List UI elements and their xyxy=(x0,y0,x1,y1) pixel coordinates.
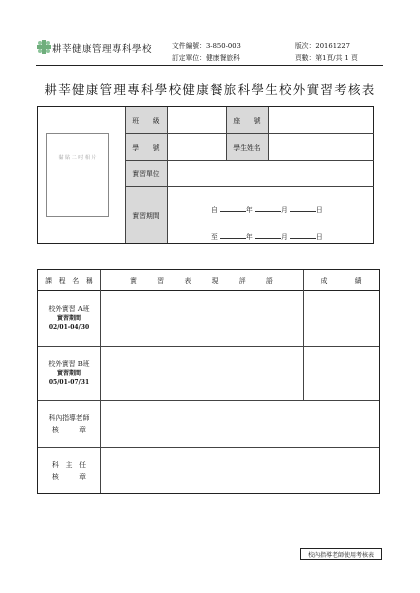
header-school-name: 耕莘健康管理專科學校 xyxy=(52,44,153,55)
course-row-a xyxy=(38,291,100,346)
from-label: 自 xyxy=(211,206,218,214)
period-to-row[interactable] xyxy=(211,230,323,241)
issuing-dept: 訂定單位：健康餐旅科 xyxy=(172,54,240,62)
doc-number: 文件編號：3-850-003 xyxy=(172,42,241,50)
intern-unit-field[interactable] xyxy=(168,161,373,185)
director-sign-label: 科 主 任 核 章 xyxy=(52,460,86,481)
student-id-label: 學 號 xyxy=(125,133,167,160)
course-b-name: 校外實習 B班 xyxy=(48,360,90,368)
footer-note: 校內指導老師使用考核表 xyxy=(300,548,382,560)
student-name-field[interactable] xyxy=(269,134,373,159)
course-a-name: 校外實習 A班 xyxy=(48,305,90,313)
photo-label: 黏 貼 二 吋 相 片 xyxy=(58,155,97,161)
teacher-sign-field[interactable] xyxy=(101,401,379,447)
school-logo-icon xyxy=(37,40,51,54)
to-label: 至 xyxy=(211,233,218,241)
course-a-dates: 02/01-04/30 xyxy=(48,324,90,331)
student-id-field[interactable] xyxy=(168,134,225,159)
header-divider xyxy=(36,65,383,66)
version: 版次：20161227 xyxy=(295,42,350,50)
score-a-field[interactable] xyxy=(304,291,379,346)
class-label: 班 級 xyxy=(125,107,167,133)
year-label: 年 xyxy=(245,233,253,241)
course-row-b xyxy=(38,347,100,400)
course-b-sub: 實習期間 xyxy=(56,370,81,377)
intern-period-label: 實習期間 xyxy=(125,186,167,243)
comment-a-field[interactable] xyxy=(101,291,303,346)
course-b-dates: 05/01-07/31 xyxy=(48,379,90,386)
intern-unit-label: 實習單位 xyxy=(125,160,167,186)
period-from-row[interactable] xyxy=(211,203,323,214)
month-label: 月 xyxy=(280,233,288,241)
col-course-header: 課 程 名 稱 xyxy=(45,277,93,285)
form-title: 耕莘健康管理專科學校健康餐旅科學生校外實習考核表 xyxy=(44,82,376,97)
student-name-label: 學生姓名 xyxy=(226,133,268,160)
photo-placeholder xyxy=(46,133,109,217)
seat-field[interactable] xyxy=(269,108,373,132)
day-label: 日 xyxy=(315,233,323,241)
director-sign-field[interactable] xyxy=(101,448,379,493)
month-label: 月 xyxy=(280,206,288,214)
seat-label: 座 號 xyxy=(226,107,268,133)
col-comment-header: 實 習 表 現 評 語 xyxy=(130,277,273,285)
class-field[interactable] xyxy=(168,108,225,132)
page-count: 頁數：第1頁/共 1 頁 xyxy=(295,54,358,62)
comment-b-field[interactable] xyxy=(101,347,303,400)
day-label: 日 xyxy=(315,206,323,214)
year-label: 年 xyxy=(245,206,253,214)
col-score-header: 成 績 xyxy=(320,277,362,285)
teacher-sign-label: 科內指導老師 核 章 xyxy=(48,414,90,434)
course-a-sub: 實習期間 xyxy=(56,315,81,322)
score-b-field[interactable] xyxy=(304,347,379,400)
